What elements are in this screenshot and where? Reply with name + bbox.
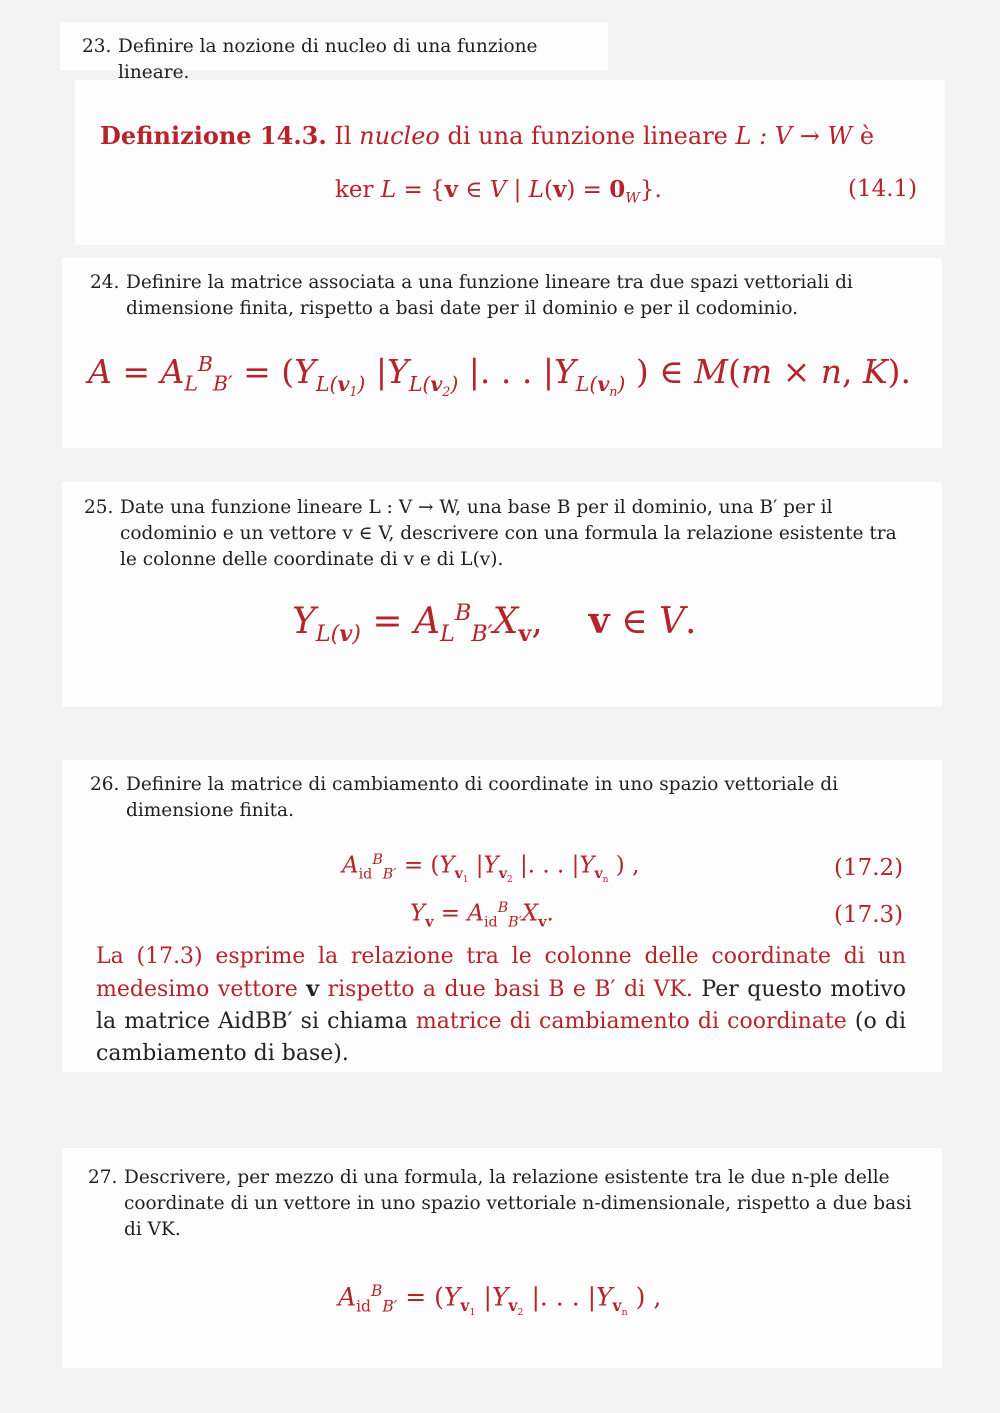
paragraph-red-text-2: rispetto a due basi B e B′ di VK. xyxy=(327,977,693,1002)
definition-14-3 xyxy=(100,120,900,152)
kernel-formula: ker L = {v ∈ V | $L(v) = 0_W$}. xyxy=(335,176,662,207)
card-def143 xyxy=(75,80,945,245)
change-of-basis-paragraph xyxy=(96,941,906,1070)
question-27 xyxy=(88,1165,916,1243)
question-number: 27. xyxy=(88,1167,118,1188)
definition-text-before: Il xyxy=(334,122,352,150)
question-text: Definire la matrice associata a una funzione lineare tra due spazi vettoriali di dimensione finita, rispetto a basi date per il dominio e per il codominio. xyxy=(126,272,853,319)
definition-term: nucleo xyxy=(359,122,440,150)
question-26 xyxy=(90,772,930,824)
question-24 xyxy=(90,270,930,322)
question-text: Date una funzione lineare L : V → W, una base B per il dominio, una B′ per il codominio e un vettore v ∈ V, descrivere con una formula la relazione esistente tra le colonne delle coordinate di v e di L(v). xyxy=(120,497,897,570)
question-text: Definire la nozione di nucleo di una funzione lineare. xyxy=(118,36,538,83)
change-of-basis-formula: $A_{id}^B_{B'} = (Y_{v_1}$ $|Y_{v_2}$ |. . . $|Y_{v_n}$ ) , xyxy=(342,852,640,886)
paragraph-black-text-1: Per questo motivo la matrice AidBB′ si chiama xyxy=(96,977,907,1034)
coordinate-change-formula: $Y_v = A_{id}^B_{B'}X_v$. xyxy=(410,900,554,931)
question-number: 25. xyxy=(84,497,114,518)
paragraph-black-text-2: (o di cambiamento di base). xyxy=(96,1009,906,1066)
question-number: 24. xyxy=(90,272,120,293)
definition-label: Definizione 14.3. xyxy=(100,121,327,150)
question-text: Descrivere, per mezzo di una formula, la relazione esistente tra le due n-ple delle coordinate di un vettore in uno spazio vettoriale n-dimensionale, rispetto a due basi di VK. xyxy=(124,1167,912,1240)
question-number: 23. xyxy=(82,36,112,57)
paragraph-red-text-3: matrice di cambiamento di coordinate xyxy=(415,1009,847,1034)
coordinate-relation-formula: $Y_{L(v)} = A_L^B_{B'}X_v$, v ∈ V. xyxy=(292,600,697,648)
equation-number-17-2: (17.2) xyxy=(834,855,904,881)
definition-map: L : V → W xyxy=(735,122,853,150)
definition-text-after: di una funzione lineare xyxy=(447,122,728,150)
question-number: 26. xyxy=(90,774,120,795)
question-text: Definire la matrice di cambiamento di coordinate in uno spazio vettoriale di dimensione finita. xyxy=(126,774,839,821)
change-of-basis-formula-27: $A_{id}^B_{B'} = (Y_{v_1}$ $|Y_{v_2}$ |. . . $|Y_{v_n}$ ) , xyxy=(338,1282,662,1319)
equation-number-17-3: (17.3) xyxy=(834,902,904,928)
question-25 xyxy=(84,495,914,573)
equation-number-14-1: (14.1) xyxy=(848,176,918,202)
paragraph-red-text-1: La (17.3) esprime la relazione tra le colonne delle coordinate di un medesimo vettore xyxy=(96,944,906,1002)
question-23 xyxy=(82,34,602,86)
associated-matrix-formula: $A = A_L^B_{B'} = (Y_{L(v_1)}$ $|Y_{L(v_2)}$ |. . . $|Y_{L(v_n)}$ ) ∈ M(m × n, K). xyxy=(88,352,912,399)
definition-verb: è xyxy=(859,122,875,150)
paragraph-vector: v xyxy=(306,976,320,1002)
